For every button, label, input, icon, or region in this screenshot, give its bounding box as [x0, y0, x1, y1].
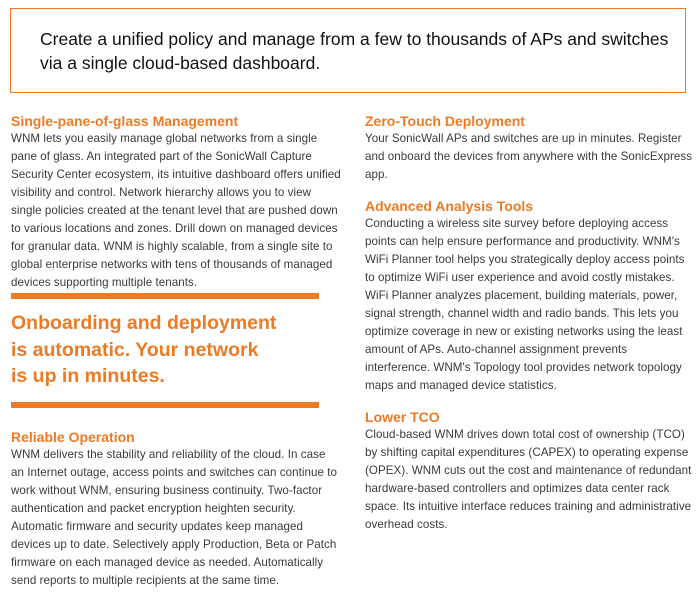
left-column-lower — [11, 428, 341, 590]
pull-quote-line: is automatic. Your network — [11, 338, 259, 361]
section-body: WNM delivers the stability and reliability of the cloud. In case an Internet outage, access points and switches can continue to work without WNM, ensuring business continuity. Two-factor authentication and packet encryption heighten security. Automatic firmware and security updates keep managed devices up to date. Selectively apply Production, Beta or Patch firmware on each managed device as needed. Automatically send reports to multiple recipients at the same time. — [11, 448, 337, 587]
pull-quote-top-rule — [11, 293, 319, 299]
left-column — [11, 112, 341, 292]
section-body: WNM lets you easily manage global networks from a single pane of glass. An integrated part of the SonicWall Capture Security Center ecosystem, its intuitive dashboard offers unified visibility and control. Network hierarchy allows you to view single policies created at the tenant level that are pushed down to various locations and zones. Drill down on managed devices for granular data. WNM is highly scalable, from a single site to global enterprise networks with tens of thousands of managed devices supporting multiple tenants. — [11, 132, 341, 289]
intro-callout-text: Create a unified policy and manage from a few to thousands of APs and switches via a single cloud-based dashboard. — [40, 29, 669, 73]
pull-quote-line: is up in minutes. — [11, 365, 165, 387]
pull-quote-bottom-rule — [11, 402, 319, 408]
section-title: Lower TCO — [365, 409, 440, 425]
section-body: Conducting a wireless site survey before deploying access points can help ensure performance and productivity. WNM's WiFi Planner tool helps you strategically deploy access points to optimize WiFi user experience and avoid costly mistakes. WiFi Planner analyzes placement, building materials, power, signal strength, channel width and radio bands. This lets you optimize coverage in new or existing networks using the least amount of APs. Auto-channel assignment prevents interference. WNM's Topology tool provides network topology maps and managed device statistics. — [365, 217, 685, 392]
section-title: Reliable Operation — [11, 429, 135, 445]
pull-quote — [11, 310, 331, 390]
pull-quote-line: Onboarding and deployment — [11, 312, 277, 334]
section-lower-tco — [365, 408, 695, 534]
intro-callout-box — [10, 8, 686, 93]
section-body: Cloud-based WNM drives down total cost of ownership (TCO) by shifting capital expenditures (CAPEX) to operating expense (OPEX). WNM cuts out the cost and maintenance of redundant hardware-based controllers and optimizes data center rack space. Its intuitive interface reduces training and administrative overhead costs. — [365, 428, 692, 531]
section-title: Zero-Touch Deployment — [365, 113, 525, 129]
section-zero-touch — [365, 112, 695, 184]
section-body: Your SonicWall APs and switches are up in minutes. Register and onboard the devices from anywhere with the SonicExpress app. — [365, 132, 693, 181]
section-title: Single-pane-of-glass Management — [11, 113, 239, 129]
section-title: Advanced Analysis Tools — [365, 198, 534, 214]
section-analysis-tools — [365, 197, 695, 395]
right-column — [365, 112, 695, 534]
section-reliable-operation — [11, 428, 341, 590]
section-single-pane — [11, 112, 341, 292]
